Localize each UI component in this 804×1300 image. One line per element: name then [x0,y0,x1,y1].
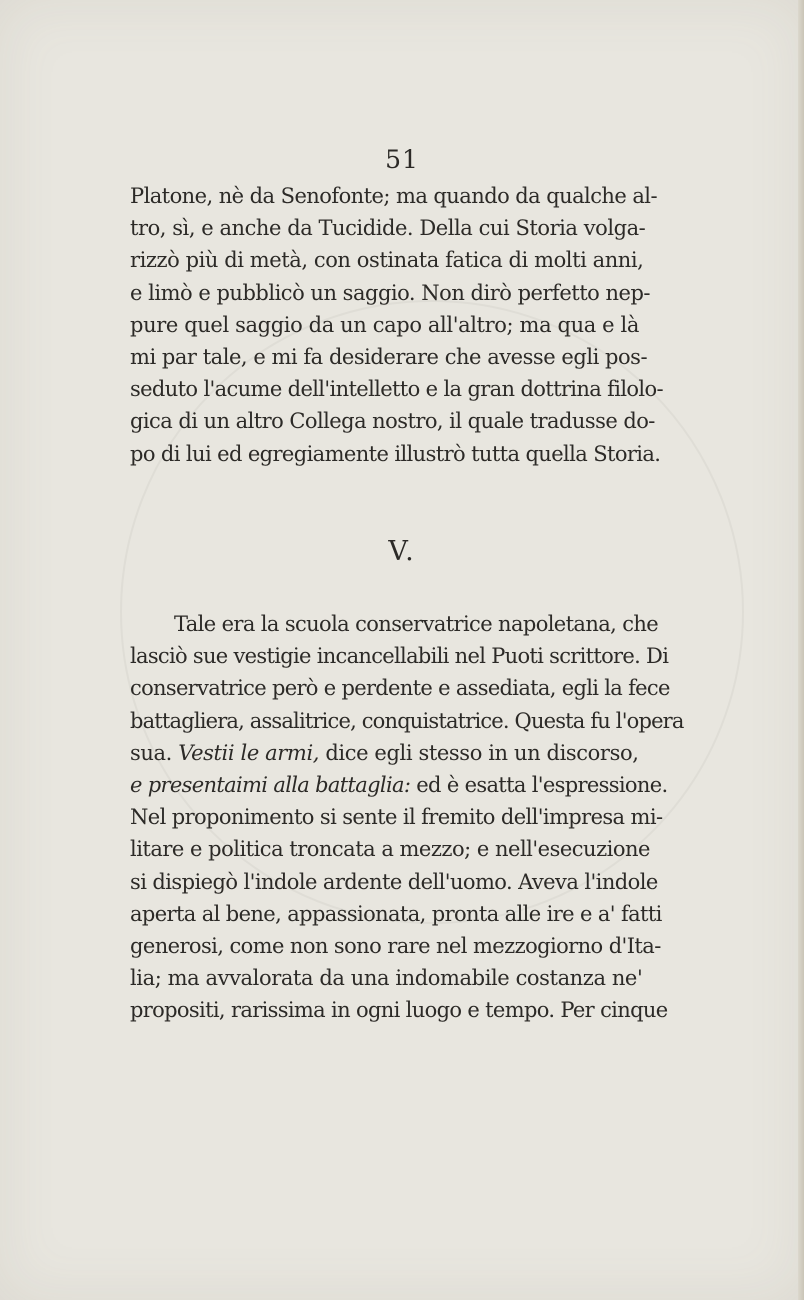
text-line: generosi, come non sono rare nel mezzogiorno d'Ita- [130,933,661,958]
text-line: lia; ma avvalorata da una indomabile costanza ne' [130,966,643,991]
section-heading: V. [388,536,416,567]
text-line: seduto l'acume dell'intelletto e la gran dottrina filolo- [130,377,663,402]
text-line: pure quel saggio da un capo all'altro; ma qua e là [130,312,639,337]
text-run: dice egli stesso in un discorso, [319,740,639,765]
page-edge [798,0,804,1300]
text-line [130,769,668,801]
text-run: sua. [130,740,179,765]
text-line: tro, sì, e anche da Tucidide. Della cui Storia volga- [130,216,646,241]
text-line: e limò e pubblicò un saggio. Non dirò perfetto nep- [130,280,651,305]
text-line: propositi, rarissima in ogni luogo e tempo. Per cinque [130,998,668,1023]
text-line [130,737,639,769]
italic-quote: Vestii le armi, [178,740,320,765]
text-line: Platone, nè da Senofonte; ma quando da qualche al- [130,184,658,208]
paragraph-2 [130,608,684,1026]
text-line: battagliera, assalitrice, conquistatrice. Questa fu l'opera [130,708,684,733]
text-line: mi par tale, e mi fa desiderare che avesse egli pos- [130,344,648,369]
text-line: aperta al bene, appassionata, pronta alle ire e a' fatti [130,901,662,926]
text-line: rizzò più di metà, con ostinata fatica di molti anni, [130,248,644,273]
page-number: 51 [385,145,419,174]
text-line: Nel proponimento si sente il fremito dell'impresa mi- [130,805,663,830]
text-line: litare e politica troncata a mezzo; e nell'esecuzione [130,837,650,862]
text-line: conservatrice però e perdente e assediata, egli la fece [130,676,670,701]
italic-quote: e presentaimi alla battaglia: [130,772,411,797]
text-line: gica di un altro Collega nostro, il quale tradusse do- [130,409,655,434]
text-run: ed è esatta l'espressione. [410,772,668,797]
text-line: si dispiegò l'indole ardente dell'uomo. Aveva l'indole [130,869,658,894]
paragraph-1 [130,180,663,470]
text-line: lasciò sue vestigie incancellabili nel Puoti scrittore. Di [130,644,669,669]
text-line: po di lui ed egregiamente illustrò tutta quella Storia. [130,441,661,466]
text-line: Tale era la scuola conservatrice napoletana, che [174,612,659,636]
